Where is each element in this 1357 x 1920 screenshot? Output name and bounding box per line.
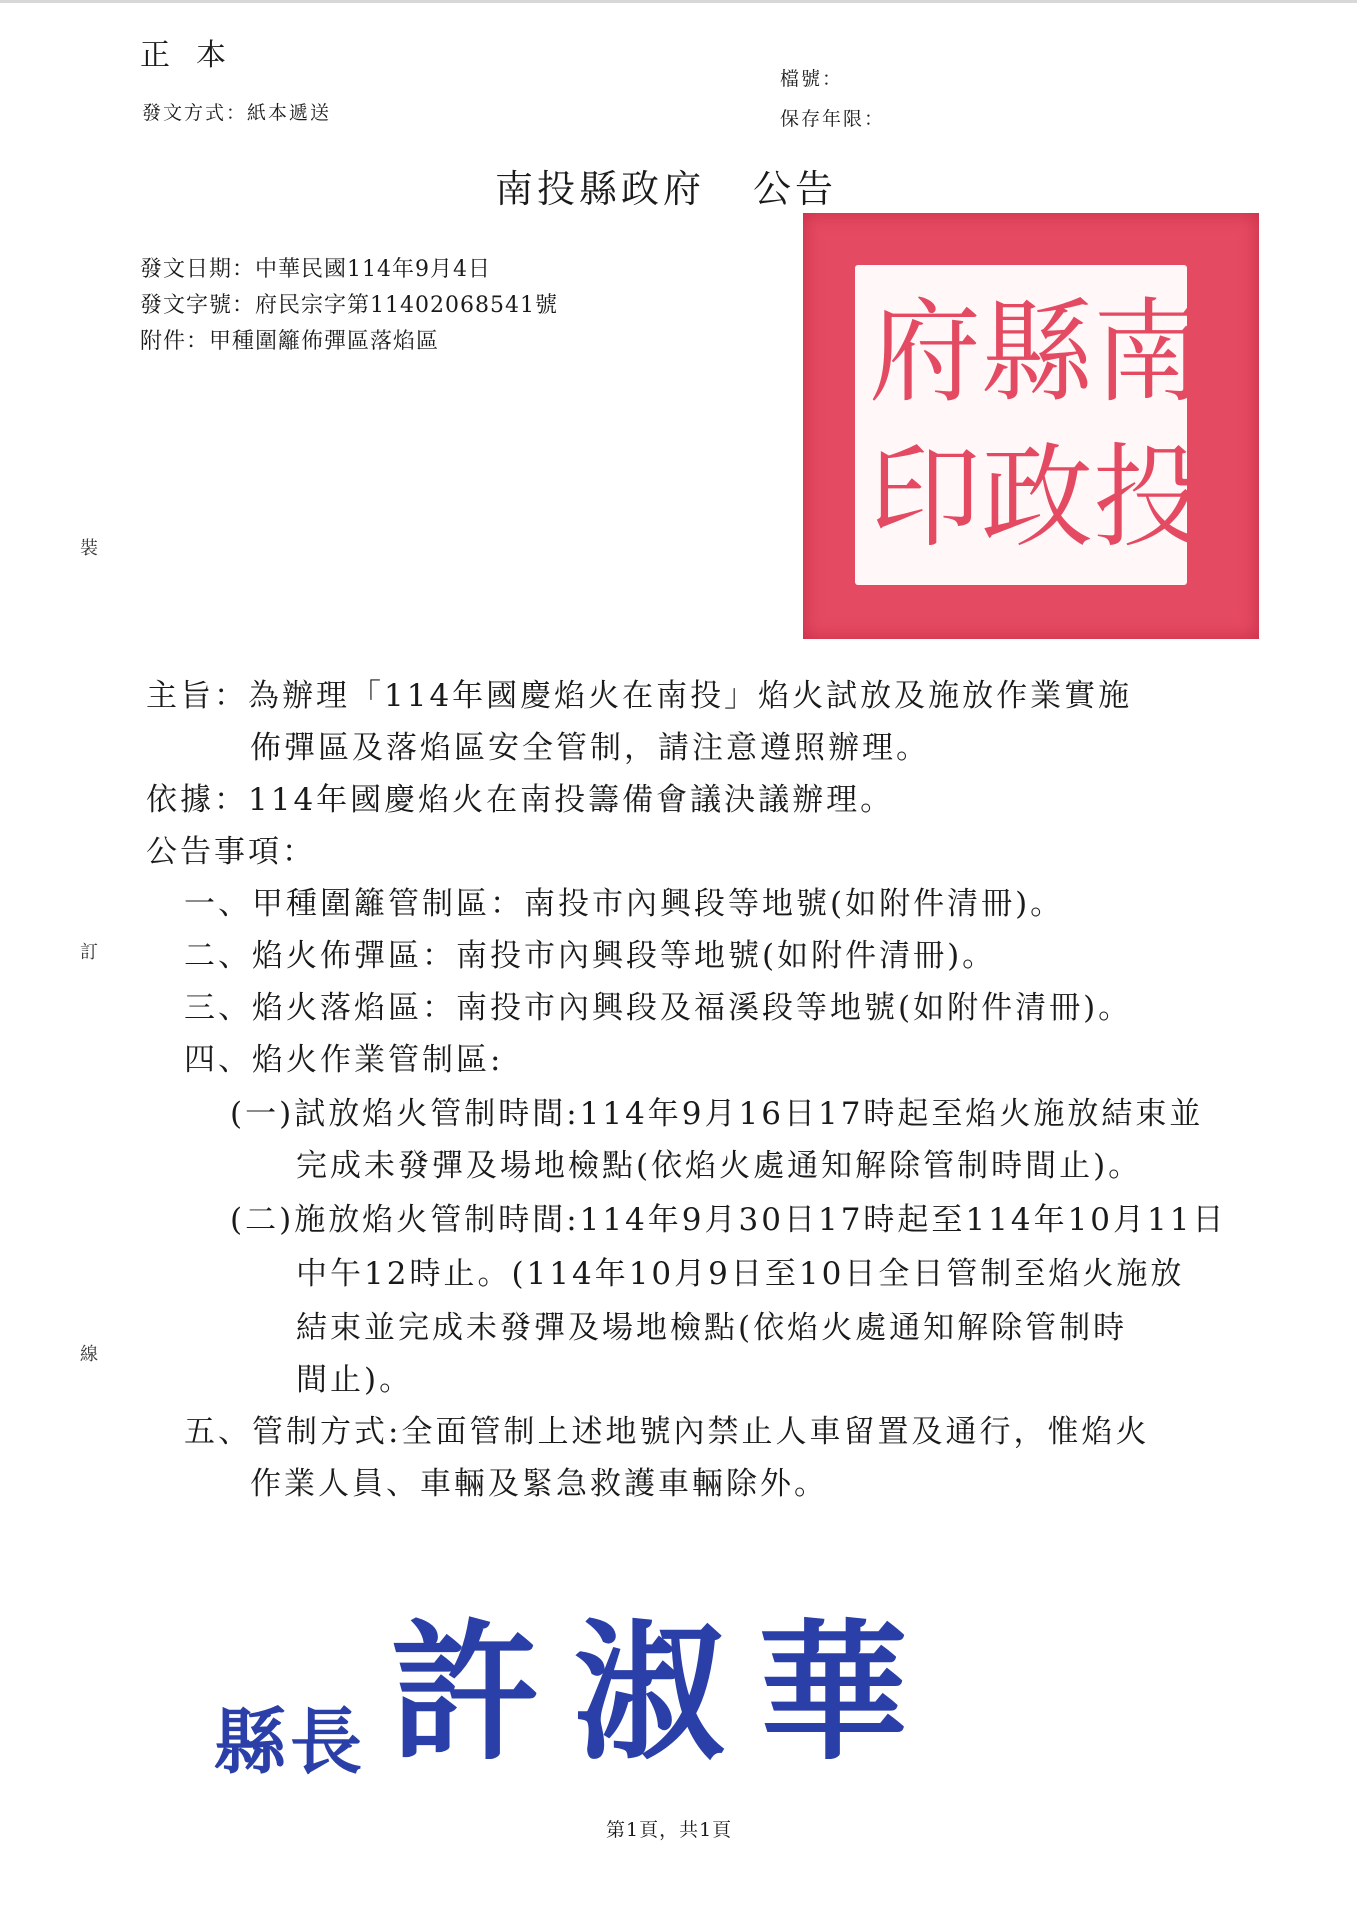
seal-char: 投 [1093, 433, 1205, 563]
copy-type-label: 正本 [140, 38, 252, 73]
notice-item-3: 三、焰火落焰區：南投市內興段及福溪段等地號(如附件清冊)。 [184, 990, 1133, 1026]
official-seal-stamp [803, 213, 1259, 639]
seal-char: 南 [1093, 288, 1205, 418]
issue-date: 發文日期：中華民國114年9月4日 [140, 257, 491, 282]
seal-char: 政 [981, 433, 1093, 563]
seal-inner-field [855, 265, 1205, 585]
notice-item-4-2-line-3: 結束並完成未發彈及場地檢點(依焰火處通知解除管制時 [296, 1310, 1128, 1346]
binding-mark-bottom: 線 [80, 1344, 98, 1365]
basis-line: 依據：114年國慶焰火在南投籌備會議決議辦理。 [146, 782, 895, 818]
page-number: 第1頁，共1頁 [606, 1819, 733, 1841]
scan-top-edge [0, 0, 1357, 3]
notice-heading: 公告事項： [146, 834, 316, 870]
retention-period-label: 保存年限： [780, 108, 886, 130]
document-title [495, 158, 837, 213]
notice-item-4-2-line-2: 中午12時止。(114年10月9日至10日全日管制至焰火施放 [296, 1256, 1185, 1292]
seal-characters [869, 281, 1205, 571]
seal-char: 縣 [981, 288, 1093, 418]
binding-mark-top: 裝 [80, 538, 98, 559]
subject-line-2: 佈彈區及落焰區安全管制，請注意遵照辦理。 [250, 730, 930, 766]
document-type: 公告 [753, 167, 838, 211]
notice-item-4: 四、焰火作業管制區: [184, 1042, 504, 1078]
signature-name: 許淑華 [390, 1607, 943, 1781]
notice-item-1: 一、甲種圍籬管制區：南投市內興段等地號(如附件清冊)。 [184, 886, 1065, 922]
agency-name: 南投縣政府 [495, 167, 706, 211]
notice-item-5-line-2: 作業人員、車輛及緊急救護車輛除外。 [250, 1466, 828, 1502]
notice-item-4-2-line-4: 間止)。 [296, 1362, 414, 1398]
seal-char: 府 [869, 288, 981, 418]
notice-item-2: 二、焰火佈彈區：南投市內興段等地號(如附件清冊)。 [184, 938, 997, 974]
notice-item-4-2-line-1: (二)施放焰火管制時間:114年9月30日17時起至114年10月11日 [230, 1202, 1227, 1238]
signature-title: 縣長 [214, 1700, 367, 1784]
notice-item-4-1-line-1: (一)試放焰火管制時間:114年9月16日17時起至焰火施放結束並 [230, 1096, 1204, 1132]
magistrate-signature [214, 1572, 942, 1788]
notice-item-4-1-line-2: 完成未發彈及場地檢點(依焰火處通知解除管制時間止)。 [296, 1148, 1143, 1184]
binding-mark-middle: 訂 [80, 942, 98, 963]
notice-item-5-line-1: 五、管制方式:全面管制上述地號內禁止人車留置及通行，惟焰火 [184, 1414, 1150, 1450]
subject-line-1: 主旨：為辦理「114年國慶焰火在南投」焰火試放及施放作業實施 [146, 678, 1133, 714]
file-number-label: 檔號： [780, 68, 844, 90]
document-number: 發文字號：府民宗字第11402068541號 [140, 293, 558, 318]
attachment-info: 附件：甲種圍籬佈彈區落焰區 [140, 329, 440, 354]
send-method: 發文方式：紙本遞送 [142, 102, 332, 124]
seal-char: 印 [869, 433, 981, 563]
